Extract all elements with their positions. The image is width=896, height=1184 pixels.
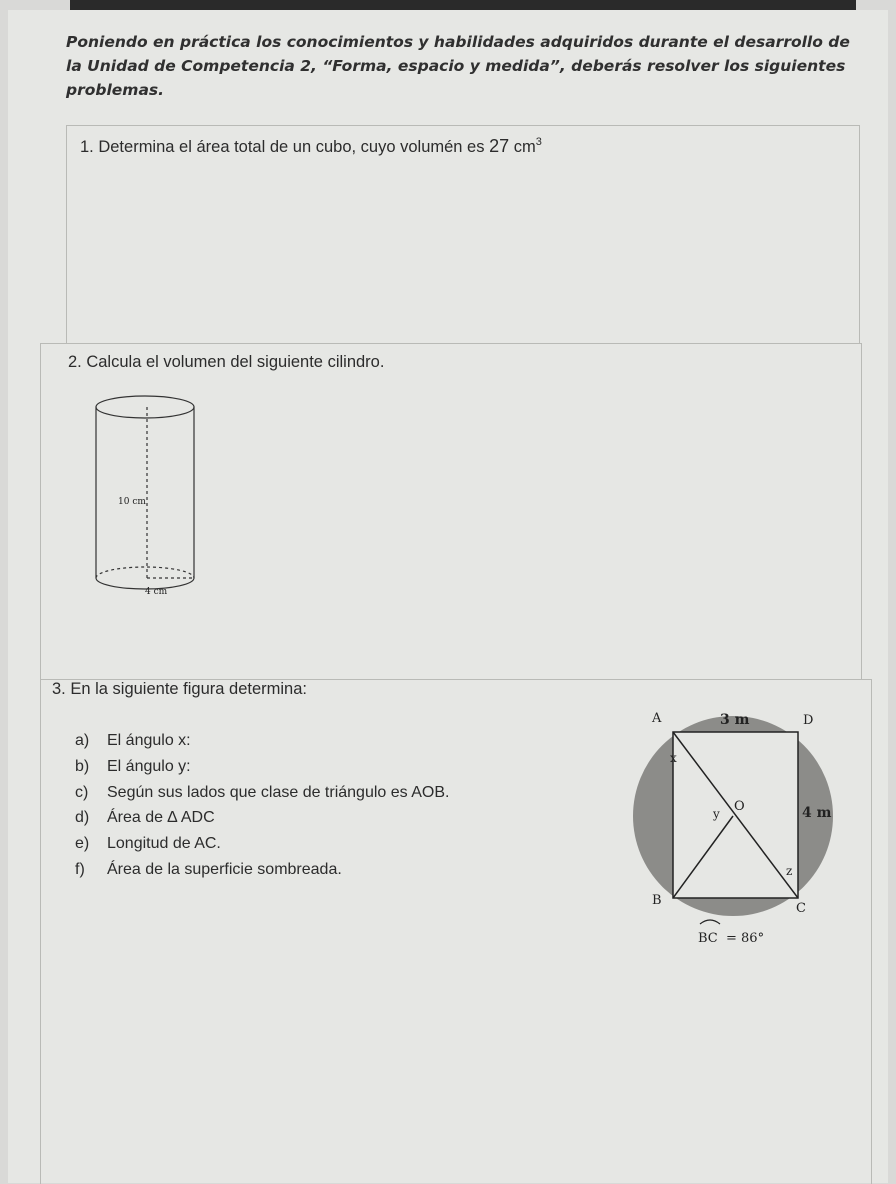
label-c: C	[796, 901, 806, 916]
cube-volume-value: 27	[489, 136, 510, 156]
sub-f-text: Área de la superficie sombreada.	[107, 861, 342, 878]
sub-question-a	[75, 732, 191, 750]
label-y: y	[713, 807, 720, 821]
arc-value: = 86°	[726, 931, 765, 946]
sub-question-f	[75, 861, 342, 879]
sub-e-text: Longitud de AC.	[107, 835, 221, 852]
sub-c-text: Según sus lados que clase de triángulo es AOB.	[107, 784, 450, 801]
cylinder-radius-label: 4 cm	[145, 587, 168, 597]
sub-a-letter: a)	[75, 732, 90, 749]
label-z: z	[786, 864, 793, 878]
cylinder-height-label: 10 cm	[118, 497, 146, 507]
sub-b-letter: b)	[75, 758, 90, 775]
intro-paragraph: Poniendo en práctica los conocimientos y habilidades adquiridos durante el desarrollo de la Unidad de Competencia 2, “Forma, espacio y medida”, deberás resolver los siguientes problemas.	[66, 33, 850, 99]
cylinder-diagram	[90, 392, 210, 602]
label-x: x	[670, 751, 677, 765]
sub-d-letter: d)	[75, 809, 90, 826]
sub-f-letter: f)	[75, 861, 85, 878]
sub-c-letter: c)	[75, 784, 89, 801]
label-b: B	[652, 893, 662, 908]
sub-question-c	[75, 784, 449, 802]
label-top-side: 3 m	[720, 712, 750, 728]
question-1-box	[66, 125, 860, 344]
question-1	[80, 136, 542, 157]
sub-d-text: Área de ∆ ADC	[107, 809, 215, 826]
sub-question-d	[75, 809, 215, 827]
label-a: A	[652, 711, 662, 726]
sub-a-text: El ángulo x:	[107, 732, 191, 749]
question-2-text: 2. Calcula el volumen del siguiente cilindro.	[68, 353, 385, 371]
label-o: O	[734, 799, 745, 814]
arc-name: BC	[698, 931, 718, 946]
sub-question-e	[75, 835, 221, 853]
label-d: D	[803, 713, 814, 728]
question-1-text: 1. Determina el área total de un cubo, cuyo volumén es	[80, 138, 490, 156]
question-3-text: 3. En la siguiente figura determina:	[52, 680, 307, 698]
circle-rectangle-figure	[630, 700, 860, 960]
cube-volume-unit: cm	[513, 138, 536, 156]
arc-symbol	[700, 920, 720, 924]
label-right-side: 4 m	[802, 805, 832, 821]
cube-volume-exponent: 3	[535, 136, 542, 148]
sub-b-text: El ángulo y:	[107, 758, 191, 775]
sub-question-b	[75, 758, 191, 776]
sub-e-letter: e)	[75, 835, 90, 852]
